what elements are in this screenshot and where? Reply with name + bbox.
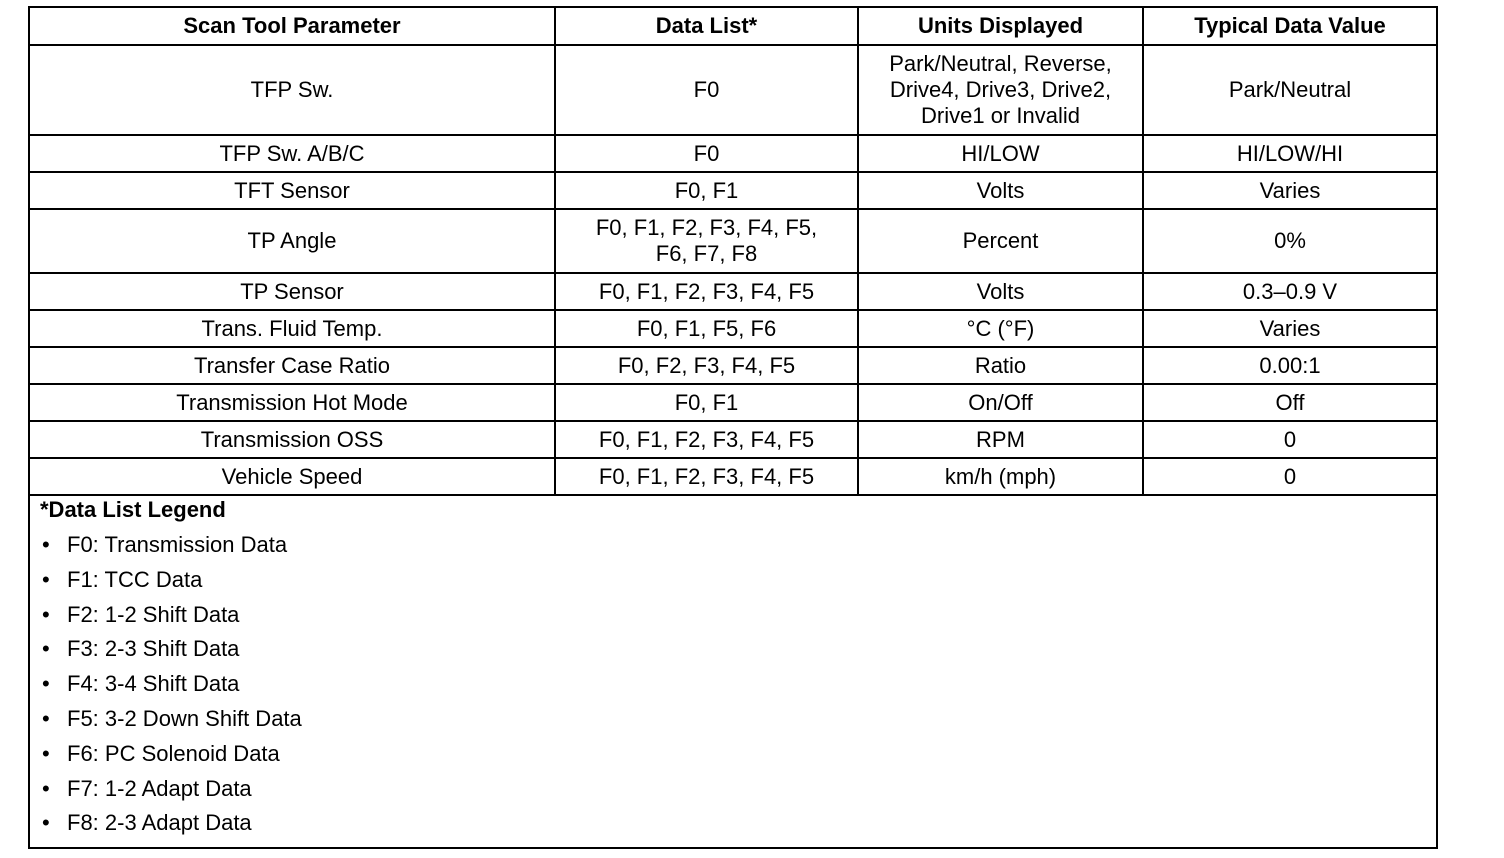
legend-item <box>40 671 302 706</box>
cell-units: km/h (mph) <box>858 458 1143 495</box>
cell-typical-value: HI/LOW/HI <box>1143 135 1436 172</box>
bullet-icon: • <box>42 705 50 731</box>
legend-item-text: F8: 2-3 Adapt Data <box>67 810 252 836</box>
cell-typical-value: 0% <box>1143 209 1436 273</box>
cell-typical-value: Varies <box>1143 172 1436 209</box>
legend-item-text: F1: TCC Data <box>67 566 203 592</box>
legend-item-text: F0: Transmission Data <box>67 532 288 557</box>
cell-data-list: F0, F1 <box>555 384 858 421</box>
legend-list <box>40 532 302 845</box>
legend-item <box>40 636 302 671</box>
cell-typical-value: Park/Neutral <box>1143 45 1436 135</box>
cell-data-list: F0 <box>555 45 858 135</box>
bullet-icon: • <box>42 601 50 627</box>
table-row <box>30 347 1436 384</box>
legend-item-text: F4: 3-4 Shift Data <box>67 671 240 697</box>
cell-data-list: F0, F1, F5, F6 <box>555 310 858 347</box>
legend-item-text: F3: 2-3 Shift Data <box>67 636 240 662</box>
table-row <box>30 421 1436 458</box>
cell-units: Park/Neutral, Reverse, Drive4, Drive3, Drive2, Drive1 or Invalid <box>858 45 1143 135</box>
header-units-displayed: Units Displayed <box>858 8 1143 45</box>
cell-typical-value: 0.3–0.9 V <box>1143 273 1436 310</box>
cell-units: HI/LOW <box>858 135 1143 172</box>
bullet-icon: • <box>42 740 50 766</box>
table-row <box>30 384 1436 421</box>
cell-data-list: F0, F1, F2, F3, F4, F5 <box>555 273 858 310</box>
legend-item-text: F6: PC Solenoid Data <box>67 740 280 766</box>
cell-data-list: F0, F2, F3, F4, F5 <box>555 347 858 384</box>
table-row <box>30 458 1436 495</box>
cell-parameter: TFP Sw. <box>30 45 555 135</box>
cell-units: Ratio <box>858 347 1143 384</box>
bullet-icon: • <box>42 532 50 557</box>
cell-data-list: F0, F1, F2, F3, F4, F5, F6, F7, F8 <box>555 209 858 273</box>
cell-data-list: F0, F1, F2, F3, F4, F5 <box>555 421 858 458</box>
table-header-row <box>30 8 1436 45</box>
cell-parameter: Transmission Hot Mode <box>30 384 555 421</box>
header-typical-data-value: Typical Data Value <box>1143 8 1436 45</box>
cell-parameter: Transfer Case Ratio <box>30 347 555 384</box>
table-row <box>30 135 1436 172</box>
table-row <box>30 209 1436 273</box>
cell-typical-value: Varies <box>1143 310 1436 347</box>
cell-typical-value: 0 <box>1143 421 1436 458</box>
bullet-icon: • <box>42 636 50 662</box>
legend-item <box>40 741 302 776</box>
cell-data-list: F0 <box>555 135 858 172</box>
cell-units: Volts <box>858 172 1143 209</box>
cell-parameter: TFT Sensor <box>30 172 555 209</box>
table-row <box>30 273 1436 310</box>
cell-parameter: Trans. Fluid Temp. <box>30 310 555 347</box>
legend-item <box>40 602 302 637</box>
cell-parameter: TP Sensor <box>30 273 555 310</box>
header-data-list: Data List* <box>555 8 858 45</box>
cell-parameter: TFP Sw. A/B/C <box>30 135 555 172</box>
cell-units: Volts <box>858 273 1143 310</box>
cell-typical-value: 0 <box>1143 458 1436 495</box>
legend-item <box>40 532 302 567</box>
cell-typical-value: Off <box>1143 384 1436 421</box>
cell-units: °C (°F) <box>858 310 1143 347</box>
cell-parameter: Vehicle Speed <box>30 458 555 495</box>
legend-item <box>40 776 302 811</box>
bullet-icon: • <box>42 810 50 836</box>
legend-title: *Data List Legend <box>40 497 226 522</box>
scan-tool-data-table <box>30 8 1436 496</box>
cell-typical-value: 0.00:1 <box>1143 347 1436 384</box>
table-row <box>30 172 1436 209</box>
cell-parameter: TP Angle <box>30 209 555 273</box>
data-list-legend <box>40 497 302 845</box>
bullet-icon: • <box>42 566 50 592</box>
legend-item-text: F5: 3-2 Down Shift Data <box>67 705 302 731</box>
bullet-icon: • <box>42 775 50 801</box>
bullet-icon: • <box>42 671 50 697</box>
legend-item-text: F2: 1-2 Shift Data <box>67 601 240 627</box>
cell-parameter: Transmission OSS <box>30 421 555 458</box>
legend-item <box>40 567 302 602</box>
cell-data-list: F0, F1 <box>555 172 858 209</box>
table-row <box>30 310 1436 347</box>
table-row <box>30 45 1436 135</box>
cell-data-list: F0, F1, F2, F3, F4, F5 <box>555 458 858 495</box>
legend-item <box>40 706 302 741</box>
cell-units: Percent <box>858 209 1143 273</box>
cell-units: RPM <box>858 421 1143 458</box>
header-scan-tool-parameter: Scan Tool Parameter <box>30 8 555 45</box>
legend-item-text: F7: 1-2 Adapt Data <box>67 775 252 801</box>
legend-item <box>40 810 302 845</box>
cell-units: On/Off <box>858 384 1143 421</box>
